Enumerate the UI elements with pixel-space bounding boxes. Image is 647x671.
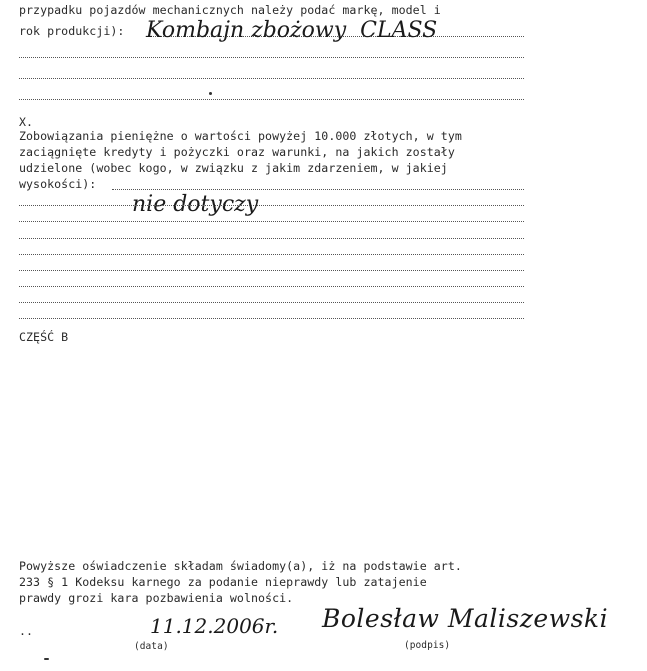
ink-speck	[44, 658, 49, 660]
debts-text-line4: wysokości):	[19, 177, 97, 191]
dotted-line	[19, 286, 524, 287]
debts-text-line3: udzielone (wobec kogo, w związku z jakim zdarzeniem, w jakiej	[19, 161, 448, 175]
dotted-line	[19, 238, 524, 239]
section-x-number: X.	[19, 115, 34, 129]
dotted-line	[112, 189, 524, 190]
handwritten-date: 11.12.2006r.	[150, 614, 279, 638]
date-label: (data)	[134, 641, 169, 652]
declaration-line3: prawdy grozi kara pozbawienia wolności.	[19, 591, 294, 605]
declaration-line2: 233 § 1 Kodeksu karnego za podanie nieprawdy lub zatajenie	[19, 575, 427, 589]
debts-text-line1: Zobowiązania pieniężne o wartości powyżej 10.000 złotych, w tym	[19, 129, 462, 143]
handwritten-vehicle: Kombajn zbożowy CLASS	[146, 18, 438, 43]
dotted-line	[19, 302, 524, 303]
dotted-line	[19, 270, 524, 271]
dotted-line	[19, 57, 524, 58]
vehicle-instruction-line2: rok produkcji):	[19, 24, 125, 38]
handwritten-signature: Bolesław Maliszewski	[322, 604, 609, 633]
vehicle-instruction-line1: przypadku pojazdów mechanicznych należy podać markę, model i	[19, 3, 441, 17]
place-dots: ..	[19, 624, 34, 638]
handwritten-not-applicable: nie dotyczy	[132, 192, 259, 217]
dotted-line	[19, 78, 524, 79]
dotted-line	[19, 318, 524, 319]
ink-speck	[209, 92, 212, 95]
dotted-line	[19, 205, 524, 206]
part-b-heading: CZĘŚĆ B	[19, 330, 69, 344]
debts-text-line2: zaciągnięte kredyty i pożyczki oraz warunki, na jakich zostały	[19, 145, 455, 159]
dotted-line	[19, 254, 524, 255]
signature-label: (podpis)	[404, 640, 451, 651]
dotted-line	[19, 221, 524, 222]
declaration-line1: Powyższe oświadczenie składam świadomy(a), iż na podstawie art.	[19, 559, 462, 573]
dotted-line	[19, 99, 524, 100]
